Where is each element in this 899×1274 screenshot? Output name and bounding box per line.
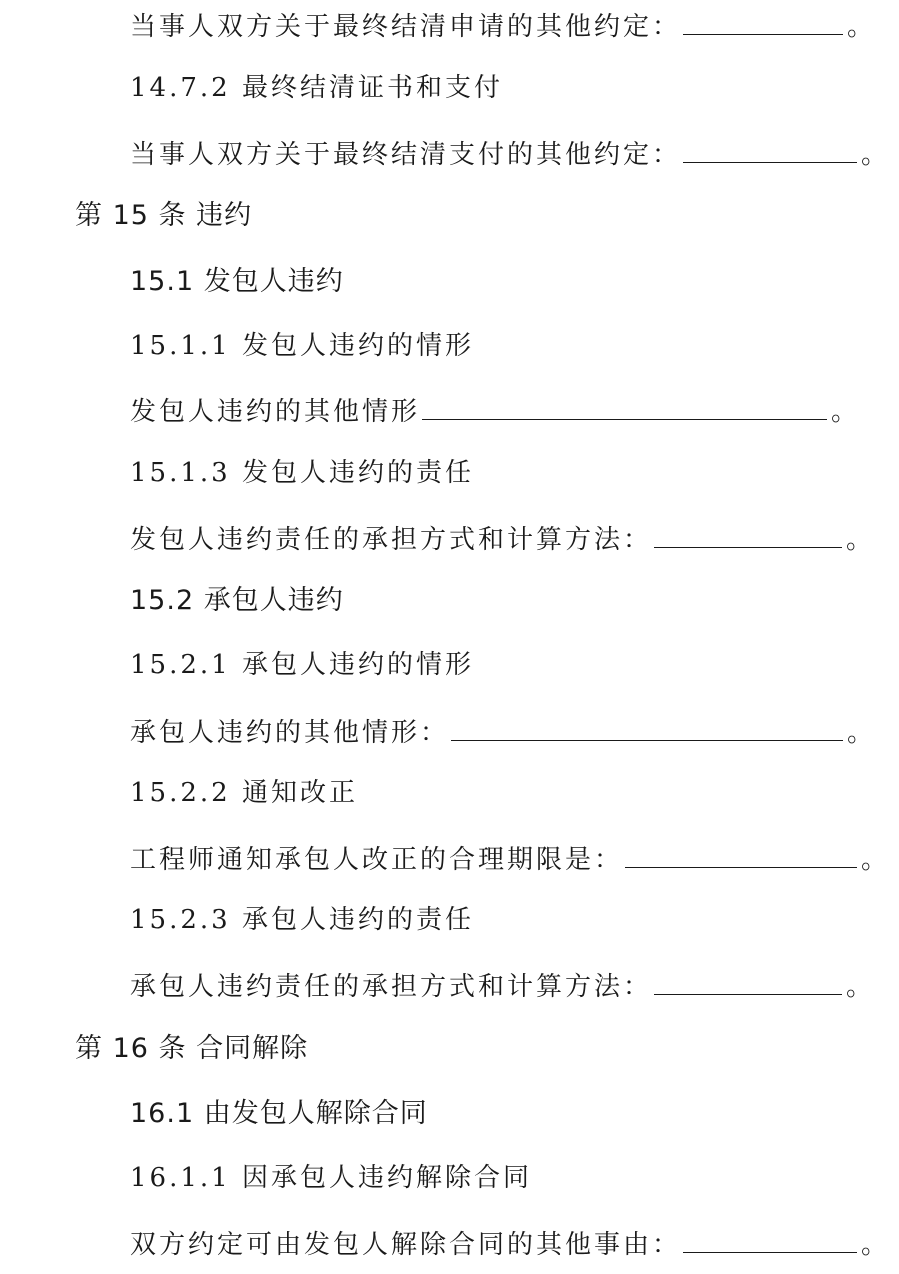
fill-in-blank[interactable] [683, 1230, 857, 1253]
contractor-breach-other-cases-clause [130, 718, 876, 746]
subsection-15-1-3 [130, 460, 474, 486]
section-15-2-heading [130, 587, 344, 614]
fill-in-blank[interactable] [654, 525, 842, 548]
clause-end-mark: 。 [861, 140, 891, 170]
clause-text: 发包人违约责任的承担方式和计算方法： [130, 525, 653, 555]
employer-breach-liability-clause [130, 525, 875, 553]
clause-end-mark: 。 [847, 718, 877, 748]
clause-text: 工程师通知承包人改正的合理期限是： [130, 845, 624, 875]
subsection-title: 15.1.1 发包人违约的情形 [130, 331, 474, 361]
subsection-15-2-3 [130, 907, 474, 933]
clause-text: 当事人双方关于最终结清申请的其他约定： [130, 12, 682, 42]
clause-text: 承包人违约责任的承担方式和计算方法： [130, 972, 653, 1002]
termination-other-reasons-clause [130, 1230, 890, 1258]
clause-text: 当事人双方关于最终结清支付的其他约定： [130, 140, 682, 170]
subsection-14-7-2 [130, 75, 503, 101]
section-title: 16.1 由发包人解除合同 [130, 1098, 428, 1129]
subsection-16-1-1 [130, 1165, 532, 1191]
section-title: 15.1 发包人违约 [130, 266, 344, 297]
final-settlement-application-clause [130, 12, 876, 40]
final-settlement-payment-clause [130, 140, 890, 168]
subsection-title: 16.1.1 因承包人违约解除合同 [130, 1163, 532, 1193]
fill-in-blank[interactable] [625, 845, 857, 868]
subsection-title: 15.2.2 通知改正 [130, 778, 358, 808]
fill-in-blank[interactable] [683, 140, 857, 163]
clause-end-mark: 。 [846, 972, 876, 1002]
clause-end-mark: 。 [846, 525, 876, 555]
contractor-breach-liability-clause [130, 972, 875, 1000]
subsection-title: 15.1.3 发包人违约的责任 [130, 458, 474, 488]
clause-end-mark: 。 [861, 1230, 891, 1260]
fill-in-blank[interactable] [654, 972, 842, 995]
article-title: 第 16 条 合同解除 [75, 1033, 309, 1064]
article-15-heading [75, 202, 252, 229]
article-title: 第 15 条 违约 [75, 200, 253, 231]
clause-text: 双方约定可由发包人解除合同的其他事由： [130, 1230, 682, 1260]
subsection-15-1-1 [130, 333, 474, 359]
clause-end-mark: 。 [831, 397, 861, 427]
section-16-1-heading [130, 1100, 428, 1127]
subsection-title: 15.2.1 承包人违约的情形 [130, 650, 474, 680]
employer-breach-other-cases-clause [130, 397, 860, 425]
subsection-15-2-1 [130, 652, 474, 678]
rectification-period-clause [130, 845, 890, 873]
fill-in-blank[interactable] [451, 718, 843, 741]
subsection-title: 14.7.2 最终结清证书和支付 [130, 73, 503, 103]
article-16-heading [75, 1035, 308, 1062]
clause-text: 承包人违约的其他情形： [130, 718, 450, 748]
clause-text: 发包人违约的其他情形 [130, 397, 421, 427]
fill-in-blank[interactable] [422, 397, 827, 420]
subsection-15-2-2 [130, 780, 358, 806]
subsection-title: 15.2.3 承包人违约的责任 [130, 905, 474, 935]
fill-in-blank[interactable] [683, 12, 843, 35]
clause-end-mark: 。 [847, 12, 877, 42]
section-title: 15.2 承包人违约 [130, 585, 344, 616]
clause-end-mark: 。 [861, 845, 891, 875]
section-15-1-heading [130, 268, 344, 295]
